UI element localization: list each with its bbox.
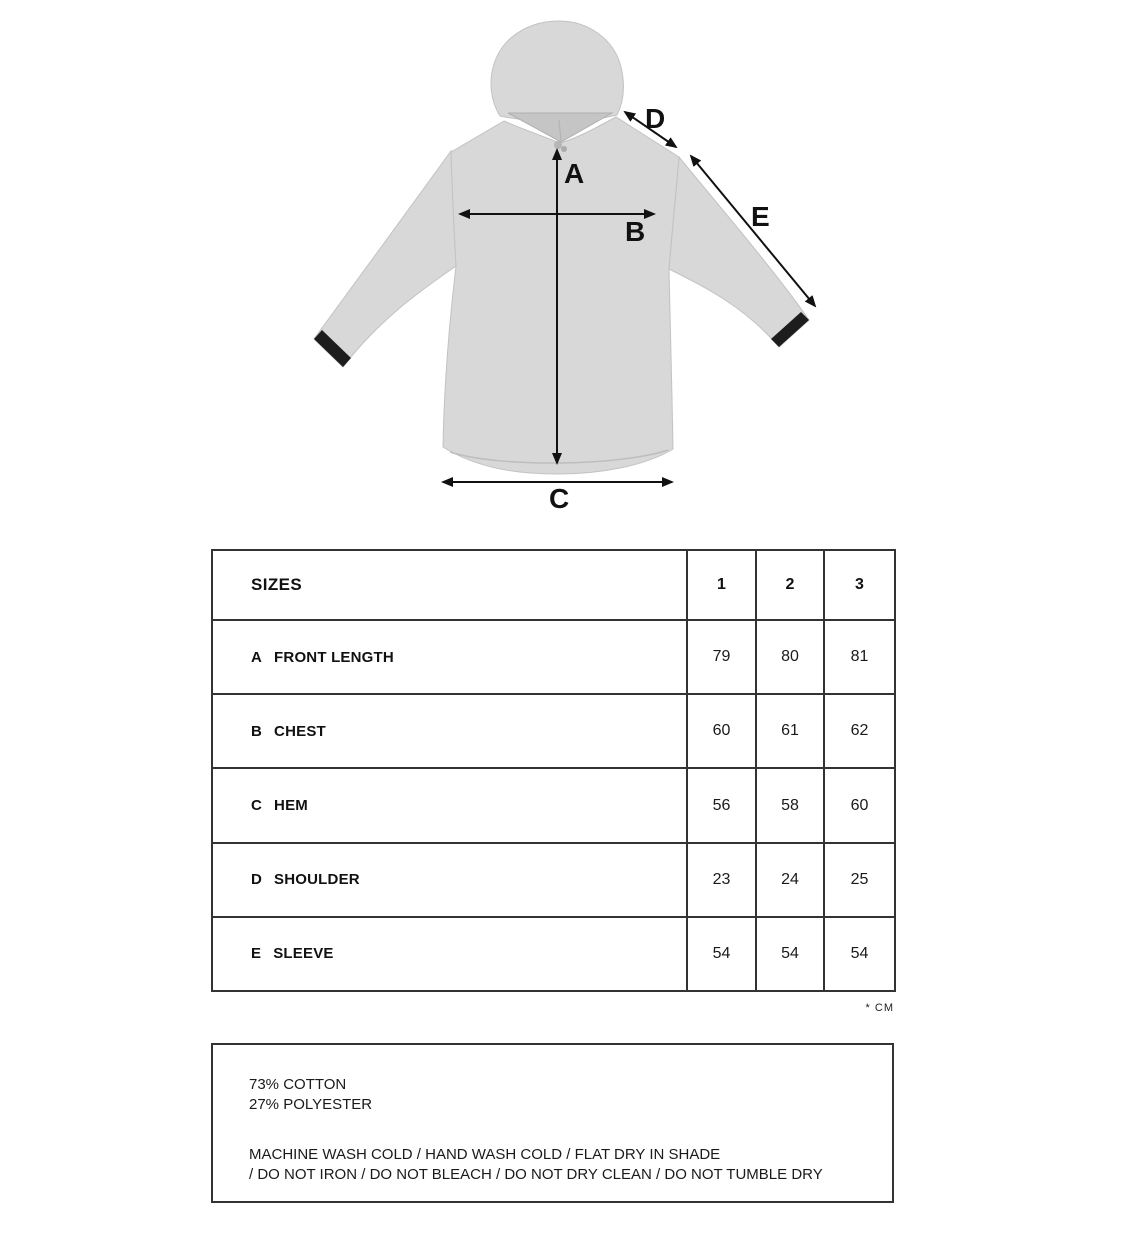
label-shoulder: D <box>645 103 666 134</box>
cell-value: 60 <box>824 768 895 842</box>
table-header-size-2: 2 <box>756 550 824 620</box>
cell-value: 54 <box>756 917 824 991</box>
cell-value: 81 <box>824 620 895 694</box>
cell-value: 23 <box>687 843 756 917</box>
size-table <box>211 549 896 992</box>
unit-note: * CM <box>865 1002 894 1014</box>
cell-value: 58 <box>756 768 824 842</box>
cell-value: 56 <box>687 768 756 842</box>
row-letter: D <box>251 871 263 889</box>
row-letter: A <box>251 648 263 666</box>
composition-block <box>249 1075 856 1115</box>
row-letter: C <box>251 797 263 815</box>
table-row <box>212 843 895 917</box>
table-header-size-1: 1 <box>687 550 756 620</box>
row-label: CHEST <box>274 722 326 740</box>
table-row <box>212 917 895 991</box>
cell-value: 54 <box>824 917 895 991</box>
care-box <box>211 1043 894 1203</box>
row-label-cell <box>212 620 687 694</box>
care-line: / DO NOT IRON / DO NOT BLEACH / DO NOT DRY CLEAN / DO NOT TUMBLE DRY <box>249 1166 823 1183</box>
table-row <box>212 768 895 842</box>
table-header-size-3: 3 <box>824 550 895 620</box>
table-header-row <box>212 550 895 620</box>
cell-value: 60 <box>687 694 756 768</box>
row-letter: E <box>251 945 262 963</box>
label-front-length: A <box>564 158 585 189</box>
row-label: FRONT LENGTH <box>274 648 394 666</box>
row-label: SHOULDER <box>274 871 360 889</box>
care-instructions-block <box>249 1145 856 1185</box>
drawstring-tip <box>561 146 567 152</box>
row-label-cell <box>212 917 687 991</box>
row-label: HEM <box>274 797 308 815</box>
composition-line: 27% POLYESTER <box>249 1096 373 1113</box>
composition-line: 73% COTTON <box>249 1076 347 1093</box>
drawstring-knot <box>554 141 562 149</box>
garment-measurement-diagram <box>0 0 1125 530</box>
table-header-sizes: SIZES <box>212 550 687 620</box>
row-label-cell <box>212 768 687 842</box>
label-hem: C <box>549 483 570 514</box>
cell-value: 25 <box>824 843 895 917</box>
cell-value: 62 <box>824 694 895 768</box>
cell-value: 80 <box>756 620 824 694</box>
cell-value: 54 <box>687 917 756 991</box>
right-sleeve <box>669 157 809 347</box>
table-row <box>212 620 895 694</box>
care-line: MACHINE WASH COLD / HAND WASH COLD / FLAT DRY IN SHADE <box>249 1146 721 1163</box>
table-row <box>212 694 895 768</box>
left-sleeve <box>314 151 456 367</box>
hoodie-illustration <box>314 21 809 474</box>
row-label-cell <box>212 843 687 917</box>
row-label-cell <box>212 694 687 768</box>
label-chest: B <box>625 216 646 247</box>
row-label: SLEEVE <box>273 945 334 963</box>
cell-value: 61 <box>756 694 824 768</box>
label-sleeve: E <box>751 201 770 232</box>
body-panel <box>443 117 679 474</box>
cell-value: 24 <box>756 843 824 917</box>
cell-value: 79 <box>687 620 756 694</box>
hood <box>491 21 624 122</box>
row-letter: B <box>251 722 263 740</box>
